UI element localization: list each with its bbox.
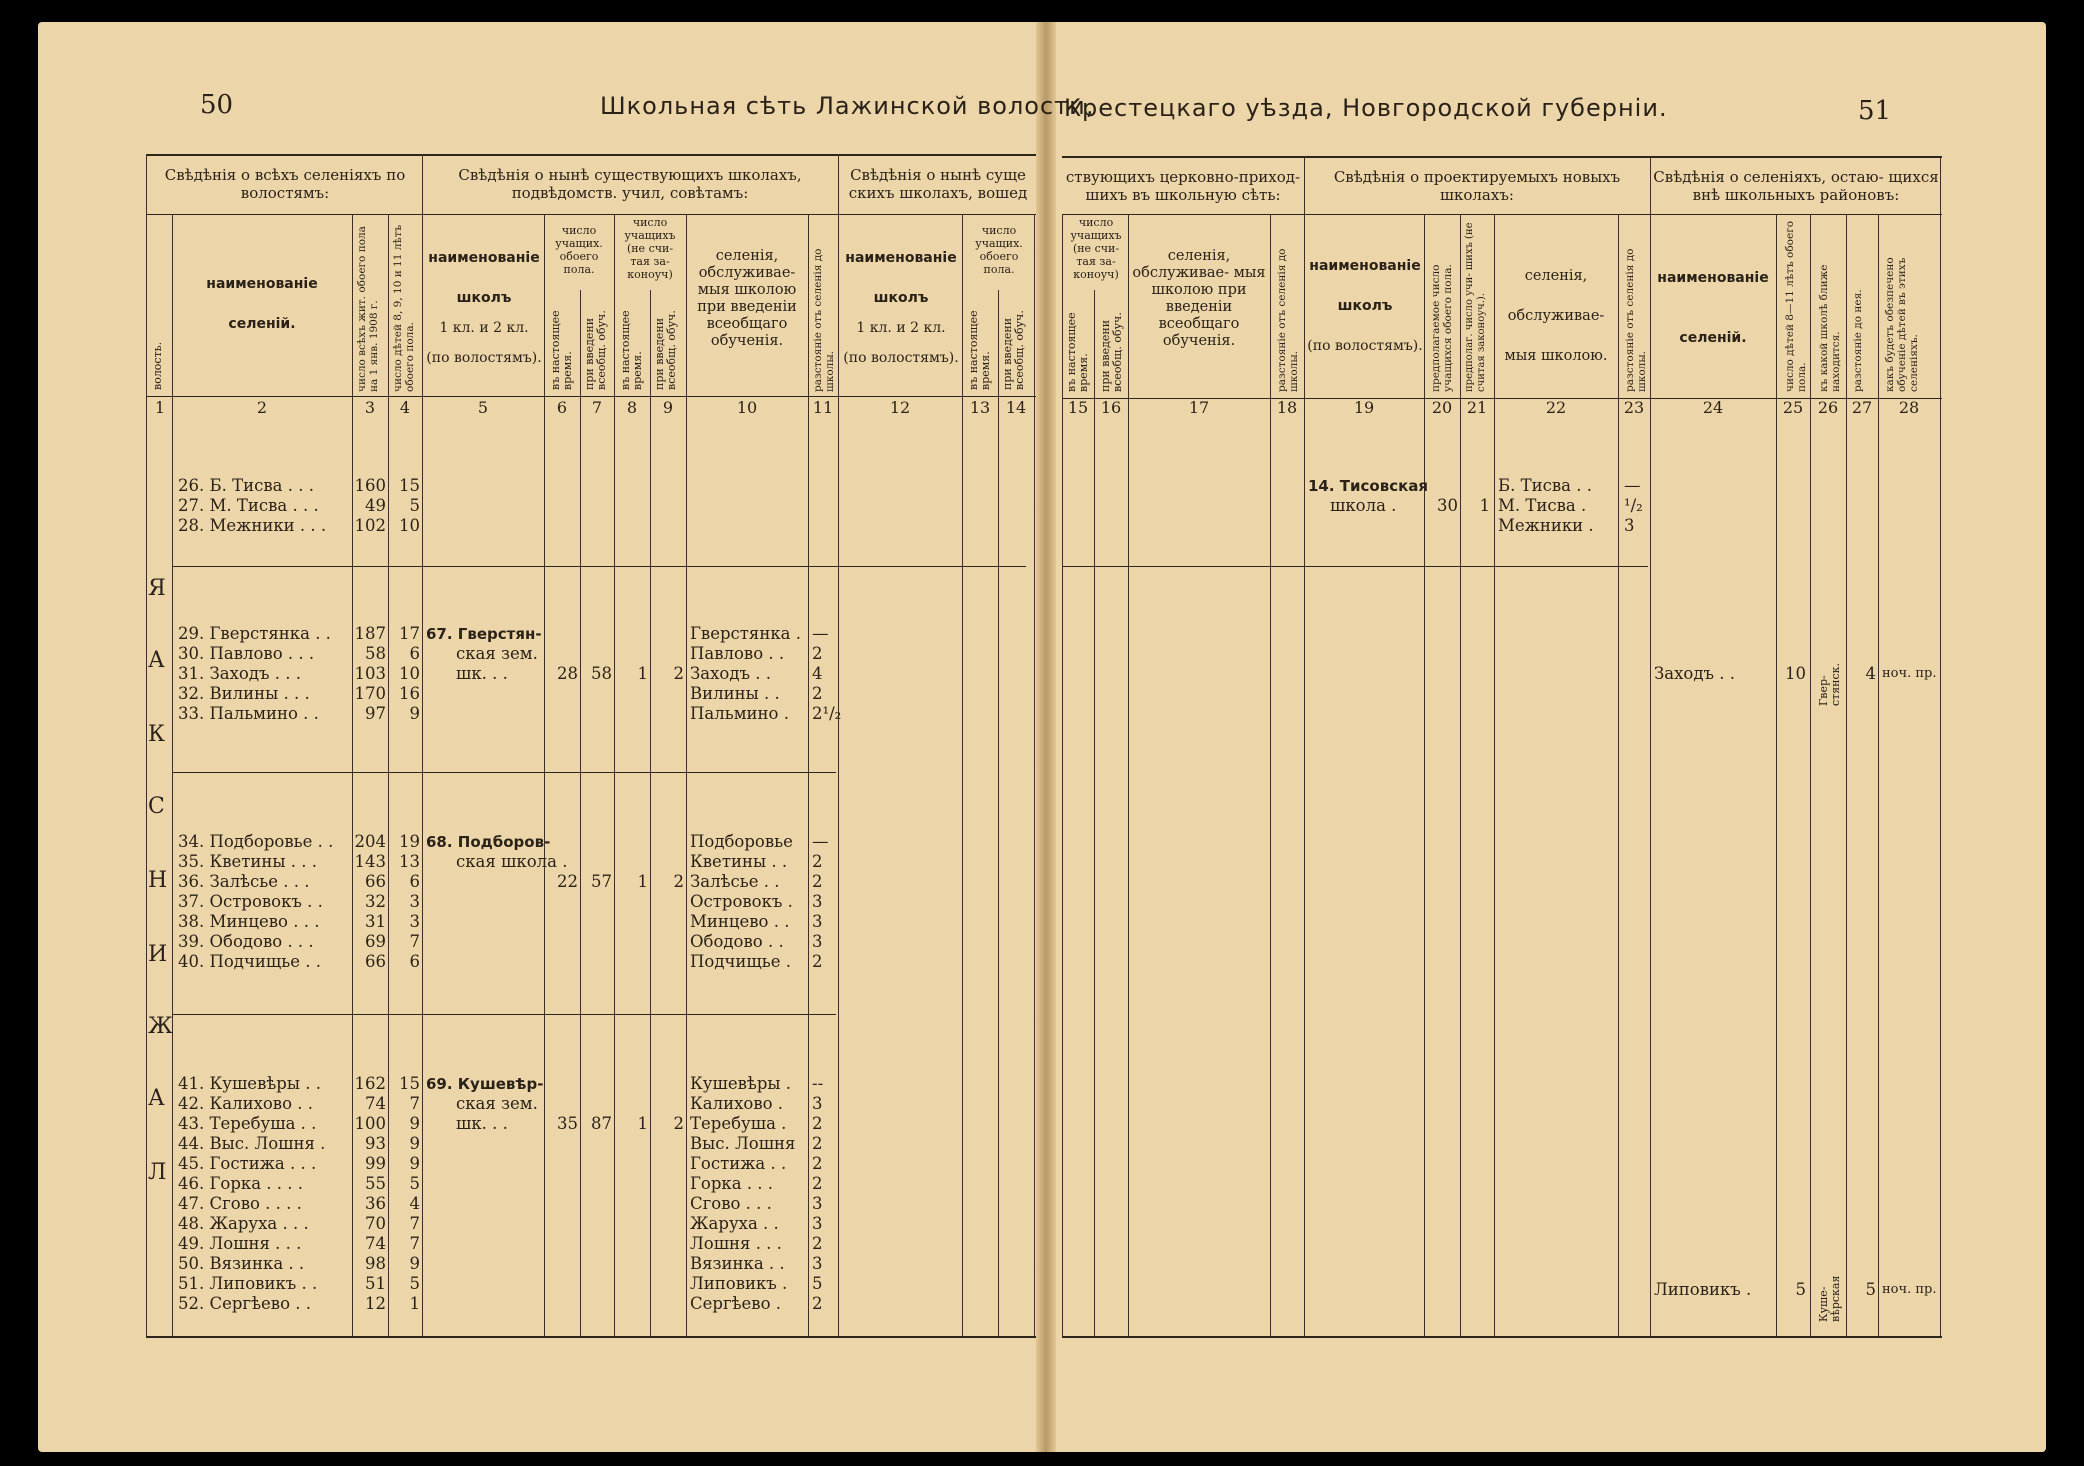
village-children: 19 bbox=[399, 832, 420, 851]
outside-village: Липовикъ . bbox=[1654, 1280, 1752, 1299]
served-village: Гостижа . . bbox=[690, 1154, 787, 1173]
title-left: Школьная сѣть Лажинской волости, bbox=[600, 92, 1095, 120]
v28 bbox=[1878, 214, 1879, 1336]
hdr-po-vol-church: (по волостямъ). bbox=[843, 350, 959, 366]
village-name: 31. Заходъ . . . bbox=[178, 664, 301, 683]
v9 bbox=[686, 214, 687, 1336]
book-fold bbox=[1036, 22, 1056, 1452]
rule-bottom-left bbox=[146, 1336, 1036, 1338]
village-name: 38. Минцево . . . bbox=[178, 912, 320, 931]
hdr-kak-budet: какъ будетъ обезпечено обученіе дѣтей въ этихъ селеніяхъ. bbox=[1884, 257, 1920, 392]
village-name: 35. Кветины . . . bbox=[178, 852, 318, 871]
projected-served-village: Б. Тисва . . bbox=[1498, 476, 1592, 495]
v10 bbox=[808, 214, 809, 1336]
served-distance: 2 bbox=[812, 1114, 823, 1133]
village-population: 74 bbox=[365, 1234, 386, 1253]
served-village: Калихово . bbox=[690, 1094, 784, 1113]
school-name-line2: ская школа . bbox=[456, 852, 568, 871]
village-children: 9 bbox=[409, 1154, 420, 1173]
teachers-universal: 2 bbox=[673, 1114, 684, 1133]
school-name: 69. Кушевѣр- bbox=[426, 1075, 544, 1093]
village-children: 4 bbox=[409, 1194, 420, 1213]
outside-children: 5 bbox=[1795, 1280, 1806, 1299]
served-village: Сгово . . . bbox=[690, 1194, 772, 1213]
village-population: 98 bbox=[365, 1254, 386, 1273]
served-village: Залѣсье . . bbox=[690, 872, 780, 891]
hdr-rasst-1: разстояніе отъ селенія до школы. bbox=[812, 248, 836, 392]
served-distance: 2 bbox=[812, 644, 823, 663]
v5 bbox=[544, 214, 545, 1336]
pupils-now: 35 bbox=[557, 1114, 578, 1133]
projected-school-name: 14. Тисовская bbox=[1308, 477, 1429, 495]
colnum-11: 11 bbox=[812, 398, 834, 417]
colnum-21: 21 bbox=[1466, 398, 1488, 417]
v26 bbox=[1810, 214, 1811, 1336]
teachers-now: 1 bbox=[637, 664, 648, 683]
served-village: Минцево . . bbox=[690, 912, 790, 931]
v11 bbox=[838, 154, 839, 1336]
village-population: 99 bbox=[365, 1154, 386, 1173]
village-children: 17 bbox=[399, 624, 420, 643]
v15 bbox=[1062, 214, 1063, 1336]
projected-served-village: Межники . bbox=[1498, 516, 1594, 535]
hdr-po-vol-proj: (по волостямъ). bbox=[1307, 338, 1423, 354]
volost-letter: С bbox=[148, 794, 165, 819]
v20 bbox=[1424, 214, 1425, 1336]
hdr-seleniya-obsl-church: селенія, обслуживае- мыя школою при введеніи всеобщаго обученія. bbox=[1132, 248, 1266, 349]
village-population: 204 bbox=[354, 832, 386, 851]
volost-letter: А bbox=[148, 1086, 165, 1111]
village-children: 6 bbox=[409, 872, 420, 891]
village-population: 70 bbox=[365, 1214, 386, 1233]
colnum-17: 17 bbox=[1188, 398, 1210, 417]
pupils-universal: 58 bbox=[591, 664, 612, 683]
village-name: 39. Ободово . . . bbox=[178, 932, 314, 951]
colnum-27: 27 bbox=[1851, 398, 1873, 417]
hdr-rasst-do: разстояніе до нея. bbox=[1852, 289, 1864, 392]
served-distance: 2 bbox=[812, 952, 823, 971]
hdr-seleniya-obsl: селенія, обслуживае- мыя школою при введеніи всеобщаго обученія. bbox=[697, 248, 797, 349]
village-children: 9 bbox=[409, 1134, 420, 1153]
village-population: 12 bbox=[365, 1294, 386, 1313]
served-distance: 2 bbox=[812, 1154, 823, 1173]
village-children: 10 bbox=[399, 664, 420, 683]
projected-served-distance: 3 bbox=[1624, 516, 1635, 535]
village-population: 49 bbox=[365, 496, 386, 515]
outside-children: 10 bbox=[1785, 664, 1806, 683]
village-population: 66 bbox=[365, 872, 386, 891]
colnum-1: 1 bbox=[154, 398, 166, 417]
v21 bbox=[1460, 214, 1461, 1336]
colnum-2: 2 bbox=[256, 398, 268, 417]
served-village: Гверстянка . bbox=[690, 624, 801, 643]
village-children: 9 bbox=[409, 1254, 420, 1273]
outside-how: ноч. пр. bbox=[1882, 666, 1937, 681]
served-distance: 3 bbox=[812, 1254, 823, 1273]
hdr-seleniya-obsl-proj: селенія, обслуживае- мыя школою. bbox=[1504, 268, 1608, 364]
village-population: 187 bbox=[354, 624, 386, 643]
hdr-uch-ne: число учащихъ (не счи- тая за- коноуч) bbox=[624, 216, 676, 281]
served-distance: -- bbox=[812, 1074, 824, 1093]
v0 bbox=[146, 154, 147, 1336]
served-distance: 2 bbox=[812, 1294, 823, 1313]
served-village: Павлово . . bbox=[690, 644, 785, 663]
served-village: Лошня . . . bbox=[690, 1234, 782, 1253]
hdr-volost: волость. bbox=[151, 341, 164, 390]
rule-block-1r bbox=[1062, 566, 1648, 567]
teachers-universal: 2 bbox=[673, 664, 684, 683]
village-children: 7 bbox=[409, 1094, 420, 1113]
v22 bbox=[1494, 214, 1495, 1336]
page-number-right: 51 bbox=[1858, 96, 1892, 126]
village-name: 34. Подборовье . . bbox=[178, 832, 334, 851]
village-name: 47. Сгово . . . . bbox=[178, 1194, 302, 1213]
hdr-predp-uch: предполагаемое число учащихся обоего пола. bbox=[1430, 264, 1454, 392]
served-distance: 2 bbox=[812, 684, 823, 703]
v7 bbox=[614, 214, 615, 1336]
colnum-25: 25 bbox=[1782, 398, 1804, 417]
village-name: 40. Подчищье . . bbox=[178, 952, 321, 971]
served-village: Горка . . . bbox=[690, 1174, 774, 1193]
village-name: 37. Островокъ . . bbox=[178, 892, 323, 911]
school-name-line2: ская зем. bbox=[456, 644, 538, 663]
volost-letter: Ж bbox=[148, 1014, 173, 1039]
village-population: 31 bbox=[365, 912, 386, 931]
hdr-uch-ne-church: число учащихъ (не счи- тая за- коноуч) bbox=[1070, 216, 1122, 281]
served-village: Вязинка . . bbox=[690, 1254, 785, 1273]
village-name: 42. Калихово . . bbox=[178, 1094, 314, 1113]
hdr-naim-out: наименованіе bbox=[1657, 270, 1769, 286]
served-distance: 3 bbox=[812, 1214, 823, 1233]
served-village: Липовикъ . bbox=[690, 1274, 788, 1293]
colnum-8: 8 bbox=[626, 398, 638, 417]
served-village: Островокъ . bbox=[690, 892, 793, 911]
served-distance: 2 bbox=[812, 1134, 823, 1153]
served-village: Вилины . . bbox=[690, 684, 780, 703]
village-children: 7 bbox=[409, 1234, 420, 1253]
outside-village: Заходъ . . bbox=[1654, 664, 1735, 683]
v18 bbox=[1270, 214, 1271, 1336]
pupils-now: 22 bbox=[557, 872, 578, 891]
colnum-4: 4 bbox=[399, 398, 411, 417]
served-distance: — bbox=[812, 624, 829, 643]
volost-letter: К bbox=[148, 722, 166, 747]
group-projected-schools: Свѣдѣнія о проектируемыхъ новыхъ школахъ: bbox=[1333, 168, 1621, 204]
village-name: 27. М. Тисва . . . bbox=[178, 496, 319, 515]
hdr-shkol-church: школъ bbox=[873, 290, 929, 306]
village-children: 5 bbox=[409, 1274, 420, 1293]
village-name: 33. Пальмино . . bbox=[178, 704, 319, 723]
village-name: 29. Гверстянка . . bbox=[178, 624, 331, 643]
served-village: Жаруха . . bbox=[690, 1214, 779, 1233]
group-all-villages: Свѣдѣнія о всѣхъ селеніяхъ по волостямъ: bbox=[164, 166, 406, 202]
hdr-seleniy: селеній. bbox=[228, 316, 296, 332]
village-children: 9 bbox=[409, 1114, 420, 1133]
village-children: 5 bbox=[409, 496, 420, 515]
colnum-24: 24 bbox=[1702, 398, 1724, 417]
village-name: 52. Сергѣево . . bbox=[178, 1294, 311, 1313]
pupils-universal: 87 bbox=[591, 1114, 612, 1133]
village-name: 49. Лошня . . . bbox=[178, 1234, 302, 1253]
village-children: 9 bbox=[409, 704, 420, 723]
teachers-now: 1 bbox=[637, 1114, 648, 1133]
village-population: 170 bbox=[354, 684, 386, 703]
served-distance: — bbox=[812, 832, 829, 851]
v13 bbox=[998, 290, 999, 1336]
village-name: 46. Горка . . . . bbox=[178, 1174, 304, 1193]
school-name: 68. Подборов- bbox=[426, 833, 551, 851]
hdr-uch-ob-church: число учащих. обоего пола. bbox=[975, 224, 1023, 276]
village-name: 36. Залѣсье . . . bbox=[178, 872, 310, 891]
village-population: 160 bbox=[354, 476, 386, 495]
village-population: 143 bbox=[354, 852, 386, 871]
hdr-pri-vved-2: при введени всеобщ. обуч. bbox=[653, 310, 678, 390]
hdr-pri-vved-4: при введени всеобщ. обуч. bbox=[1099, 312, 1124, 392]
village-name: 30. Павлово . . . bbox=[178, 644, 315, 663]
v16 bbox=[1094, 290, 1095, 1336]
rule-colnum-left bbox=[146, 396, 1036, 397]
village-name: 44. Выс. Лошня . bbox=[178, 1134, 326, 1153]
village-population: 162 bbox=[354, 1074, 386, 1093]
hdr-rasst-3: разстояніе отъ селенія до школы. bbox=[1624, 248, 1648, 392]
hdr-naim: наименованіе bbox=[206, 276, 318, 292]
rule-block-3 bbox=[172, 1014, 836, 1015]
village-children: 15 bbox=[399, 476, 420, 495]
hdr-uch-ob: число учащих. обоего пола. bbox=[555, 224, 603, 276]
village-population: 36 bbox=[365, 1194, 386, 1213]
projected-teachers: 1 bbox=[1479, 496, 1490, 515]
village-name: 26. Б. Тисва . . . bbox=[178, 476, 314, 495]
village-population: 100 bbox=[354, 1114, 386, 1133]
served-distance: 2¹/₂ bbox=[812, 704, 842, 723]
served-village: Выс. Лошня bbox=[690, 1134, 796, 1153]
village-population: 51 bbox=[365, 1274, 386, 1293]
served-distance: 5 bbox=[812, 1274, 823, 1293]
v14 bbox=[1034, 214, 1035, 1336]
colnum-6: 6 bbox=[556, 398, 568, 417]
served-distance: 3 bbox=[812, 912, 823, 931]
pupils-universal: 57 bbox=[591, 872, 612, 891]
hdr-seleniy-out: селеній. bbox=[1679, 330, 1747, 346]
village-population: 32 bbox=[365, 892, 386, 911]
hdr-naim-church: наименованіе bbox=[845, 250, 957, 266]
rule-top-left bbox=[146, 154, 1036, 156]
group-outside-villages: Свѣдѣнія о селеніяхъ, остаю- щихся внѣ школьныхъ районовъ: bbox=[1653, 168, 1939, 204]
village-children: 3 bbox=[409, 912, 420, 931]
title-right: Крестецкаго уѣзда, Новгородской губерніи. bbox=[1064, 94, 1668, 122]
v29 bbox=[1940, 156, 1941, 1336]
hdr-naim-school: наименованіе bbox=[428, 250, 540, 266]
teachers-universal: 2 bbox=[673, 872, 684, 891]
hdr-kl: 1 кл. и 2 кл. bbox=[439, 320, 529, 336]
village-name: 41. Кушевѣры . . bbox=[178, 1074, 321, 1093]
volost-letter: Н bbox=[148, 868, 168, 893]
group-existing-schools: Свѣдѣнія о нынѣ существующихъ школахъ, подвѣдомств. учил, совѣтамъ: bbox=[458, 166, 802, 202]
served-village: Подборовье bbox=[690, 832, 793, 851]
colnum-18: 18 bbox=[1276, 398, 1298, 417]
colnum-14: 14 bbox=[1005, 398, 1027, 417]
village-children: 15 bbox=[399, 1074, 420, 1093]
served-distance: 4 bbox=[812, 664, 823, 683]
v23 bbox=[1618, 214, 1619, 1336]
hdr-shkol: школъ bbox=[456, 290, 512, 306]
projected-served-village: М. Тисва . bbox=[1498, 496, 1587, 515]
colnum-7: 7 bbox=[591, 398, 603, 417]
projected-served-distance: — bbox=[1624, 476, 1641, 495]
colnum-20: 20 bbox=[1431, 398, 1453, 417]
village-name: 43. Теребуша . . bbox=[178, 1114, 317, 1133]
village-children: 10 bbox=[399, 516, 420, 535]
hdr-naim-proj: наименованіе bbox=[1309, 258, 1421, 274]
projected-served-distance: ¹/₂ bbox=[1624, 496, 1643, 515]
pupils-now: 28 bbox=[557, 664, 578, 683]
served-distance: 2 bbox=[812, 852, 823, 871]
hdr-k-kakoy: къ какой школѣ ближе находится. bbox=[1818, 264, 1842, 392]
colnum-13: 13 bbox=[969, 398, 991, 417]
village-population: 103 bbox=[354, 664, 386, 683]
village-children: 5 bbox=[409, 1174, 420, 1193]
served-distance: 3 bbox=[812, 1194, 823, 1213]
v12 bbox=[962, 214, 963, 1336]
outside-distance: 4 bbox=[1865, 664, 1876, 683]
outside-distance: 5 bbox=[1865, 1280, 1876, 1299]
rule-block-2 bbox=[172, 772, 836, 773]
village-population: 74 bbox=[365, 1094, 386, 1113]
hdr-v-nast-3: въ настоящее время. bbox=[967, 310, 992, 390]
v25 bbox=[1776, 214, 1777, 1336]
volost-letter: А bbox=[148, 648, 165, 673]
village-children: 7 bbox=[409, 1214, 420, 1233]
colnum-5: 5 bbox=[477, 398, 489, 417]
served-village: Ободово . . bbox=[690, 932, 784, 951]
village-name: 48. Жаруха . . . bbox=[178, 1214, 309, 1233]
village-children: 6 bbox=[409, 644, 420, 663]
served-village: Заходъ . . bbox=[690, 664, 771, 683]
hdr-detey: число дѣтей 8, 9, 10 и 11 лѣтъ обоего пола. bbox=[392, 224, 416, 392]
village-children: 16 bbox=[399, 684, 420, 703]
village-population: 66 bbox=[365, 952, 386, 971]
v4 bbox=[422, 154, 423, 1336]
village-children: 3 bbox=[409, 892, 420, 911]
rule-top-right bbox=[1062, 156, 1942, 158]
village-name: 45. Гостижа . . . bbox=[178, 1154, 317, 1173]
served-village: Кушевѣры . bbox=[690, 1074, 792, 1093]
served-distance: 2 bbox=[812, 1174, 823, 1193]
village-population: 58 bbox=[365, 644, 386, 663]
colnum-22: 22 bbox=[1545, 398, 1567, 417]
school-name-line3: шк. . . bbox=[456, 1114, 508, 1133]
served-village: Сергѣево . bbox=[690, 1294, 782, 1313]
school-name-line2: ская зем. bbox=[456, 1094, 538, 1113]
colnum-19: 19 bbox=[1353, 398, 1375, 417]
hdr-chislo-8-11: число дѣтей 8—11 лѣтъ обоего пола. bbox=[1784, 220, 1808, 392]
colnum-23: 23 bbox=[1623, 398, 1645, 417]
colnum-16: 16 bbox=[1100, 398, 1122, 417]
village-children: 7 bbox=[409, 932, 420, 951]
v27 bbox=[1846, 214, 1847, 1336]
hdr-predp-uchit: предполаг. число учи- шихъ (не считая законоуч.). bbox=[1464, 222, 1487, 392]
rule-bottom-right bbox=[1062, 1336, 1942, 1338]
village-population: 102 bbox=[354, 516, 386, 535]
hdr-pri-vved-3: при введени всеобщ. обуч. bbox=[1001, 310, 1026, 390]
served-distance: 2 bbox=[812, 1234, 823, 1253]
hdr-pri-vved-1: при введени всеобщ. обуч. bbox=[583, 310, 608, 390]
served-distance: 3 bbox=[812, 932, 823, 951]
hdr-v-nast-1: въ настоящее время. bbox=[549, 310, 574, 390]
village-population: 97 bbox=[365, 704, 386, 723]
served-village: Кветины . . bbox=[690, 852, 788, 871]
hdr-kl-church: 1 кл. и 2 кл. bbox=[856, 320, 946, 336]
hdr-po-vol: (по волостямъ). bbox=[426, 350, 542, 366]
colnum-3: 3 bbox=[364, 398, 376, 417]
served-distance: 3 bbox=[812, 892, 823, 911]
hdr-v-nast-2: въ настоящее время. bbox=[619, 310, 644, 390]
colnum-9: 9 bbox=[662, 398, 674, 417]
hdr-shkol-proj: школъ bbox=[1337, 298, 1393, 314]
served-village: Пальмино . bbox=[690, 704, 789, 723]
village-children: 1 bbox=[409, 1294, 420, 1313]
v17 bbox=[1128, 214, 1129, 1336]
village-name: 51. Липовикъ . . bbox=[178, 1274, 318, 1293]
village-name: 32. Вилины . . . bbox=[178, 684, 310, 703]
served-village: Теребуша . bbox=[690, 1114, 787, 1133]
group-church-schools-a: Свѣдѣнія о нынѣ суще скихъ школахъ, вошед bbox=[848, 166, 1028, 202]
colnum-26: 26 bbox=[1817, 398, 1839, 417]
served-village: Подчищье . bbox=[690, 952, 791, 971]
page-number-left: 50 bbox=[200, 90, 234, 120]
rule-block-1 bbox=[172, 566, 1026, 567]
colnum-12: 12 bbox=[889, 398, 911, 417]
outside-nearest-school: Куше- вѣрская bbox=[1817, 1275, 1842, 1322]
village-name: 28. Межники . . . bbox=[178, 516, 327, 535]
outside-nearest-school: Гвер- стянск. bbox=[1817, 662, 1842, 706]
rule-group-left bbox=[146, 214, 1036, 215]
v24 bbox=[1650, 156, 1651, 1336]
served-distance: 3 bbox=[812, 1094, 823, 1113]
village-population: 93 bbox=[365, 1134, 386, 1153]
teachers-now: 1 bbox=[637, 872, 648, 891]
v1 bbox=[172, 214, 173, 1336]
hdr-rasst-2: разстояніе отъ селенія до школы. bbox=[1276, 248, 1300, 392]
village-population: 69 bbox=[365, 932, 386, 951]
outside-how: ноч. пр. bbox=[1882, 1282, 1937, 1297]
volost-letter: Я bbox=[148, 576, 166, 601]
projected-pupils: 30 bbox=[1437, 496, 1458, 515]
hdr-zhit: число всѣхъ жит. обоего пола на 1 янв. 1908 г. bbox=[356, 226, 380, 392]
v19 bbox=[1304, 156, 1305, 1336]
village-name: 50. Вязинка . . bbox=[178, 1254, 305, 1273]
village-children: 6 bbox=[409, 952, 420, 971]
colnum-10: 10 bbox=[736, 398, 758, 417]
group-church-schools-b: ствующихъ церковно-приход- шихъ въ школьную сѣть: bbox=[1065, 168, 1301, 204]
school-name-line3: шк. . . bbox=[456, 664, 508, 683]
v6 bbox=[580, 290, 581, 1336]
colnum-28: 28 bbox=[1898, 398, 1920, 417]
village-children: 13 bbox=[399, 852, 420, 871]
projected-school-name-line2: школа . bbox=[1330, 496, 1397, 515]
school-name: 67. Гверстян- bbox=[426, 625, 542, 643]
hdr-v-nast-4: въ настоящее время. bbox=[1065, 312, 1090, 392]
colnum-15: 15 bbox=[1067, 398, 1089, 417]
village-population: 55 bbox=[365, 1174, 386, 1193]
served-distance: 2 bbox=[812, 872, 823, 891]
volost-letter: Л bbox=[148, 1160, 167, 1185]
v8 bbox=[650, 290, 651, 1336]
volost-letter: И bbox=[148, 942, 168, 967]
